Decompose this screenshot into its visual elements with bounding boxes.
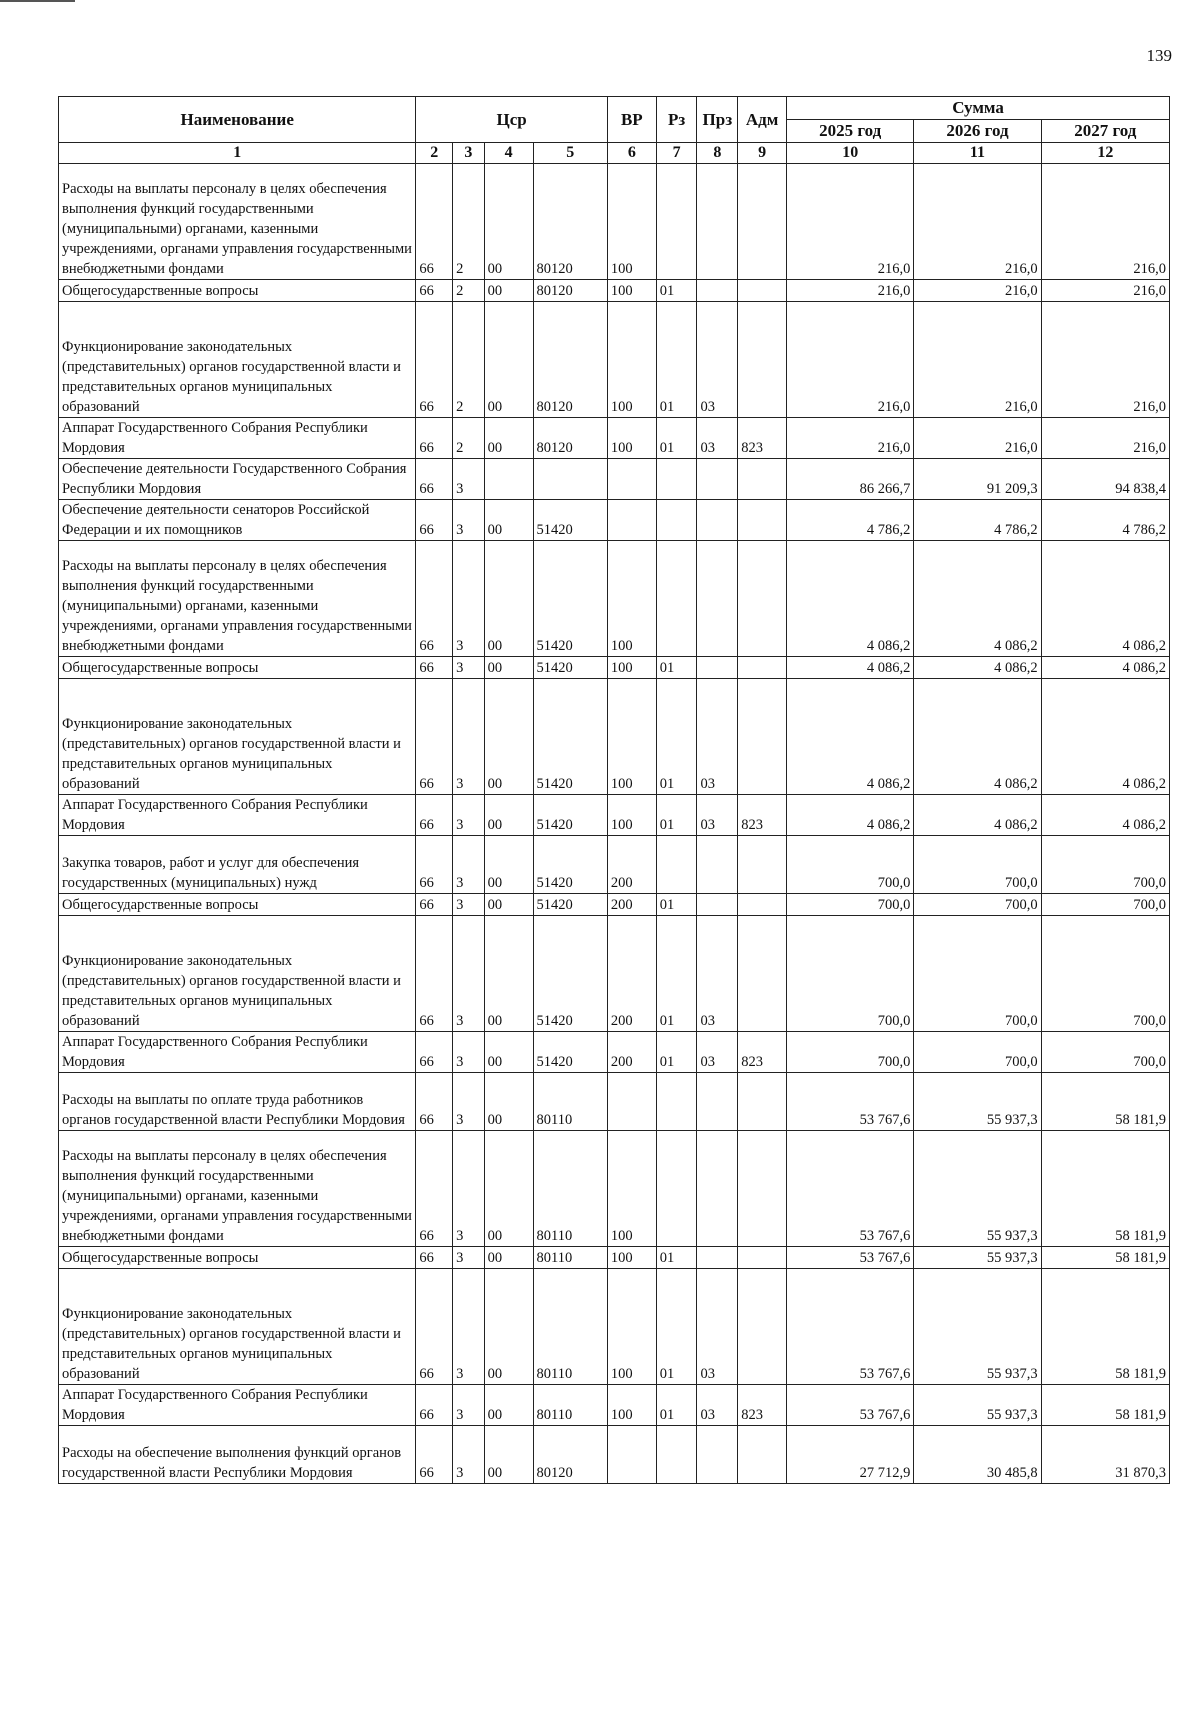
- tsr-part-2: 2: [453, 164, 485, 280]
- vr-code: 100: [607, 541, 656, 657]
- amount-2027: 58 181,9: [1041, 1131, 1169, 1247]
- tsr-part-2: 3: [453, 836, 485, 894]
- tsr-part-3: 00: [484, 418, 533, 459]
- column-number: 8: [697, 143, 738, 164]
- adm-code: [738, 164, 787, 280]
- tsr-part-3: 00: [484, 1385, 533, 1426]
- tsr-part-1: 66: [416, 1247, 453, 1269]
- table-body: [59, 164, 1170, 1484]
- tsr-part-1: 66: [416, 795, 453, 836]
- rz-code: [656, 500, 697, 541]
- table-row: [59, 418, 1170, 459]
- tsr-part-1: 66: [416, 541, 453, 657]
- amount-2026: 700,0: [914, 916, 1041, 1032]
- amount-2027: 4 086,2: [1041, 541, 1169, 657]
- amount-2025: 53 767,6: [787, 1131, 914, 1247]
- rz-code: 01: [656, 1269, 697, 1385]
- tsr-part-3: 00: [484, 541, 533, 657]
- prz-code: 03: [697, 1385, 738, 1426]
- header-vr: ВР: [607, 97, 656, 143]
- row-name: Общегосударственные вопросы: [59, 280, 416, 302]
- row-name: Функционирование законодательных (представительных) органов государственной власти и представительных органов муниципальных образований: [59, 916, 416, 1032]
- adm-code: [738, 302, 787, 418]
- tsr-part-4: 80120: [533, 1426, 607, 1484]
- column-number: 6: [607, 143, 656, 164]
- amount-2027: 700,0: [1041, 1032, 1169, 1073]
- prz-code: 03: [697, 1032, 738, 1073]
- column-number: 11: [914, 143, 1041, 164]
- vr-code: 100: [607, 1385, 656, 1426]
- tsr-part-4: 80120: [533, 164, 607, 280]
- vr-code: 100: [607, 1247, 656, 1269]
- amount-2025: 4 086,2: [787, 657, 914, 679]
- budget-table: [58, 96, 1170, 1484]
- prz-code: 03: [697, 795, 738, 836]
- prz-code: 03: [697, 418, 738, 459]
- tsr-part-1: 66: [416, 302, 453, 418]
- row-name: Обеспечение деятельности сенаторов Российской Федерации и их помощников: [59, 500, 416, 541]
- amount-2026: 4 086,2: [914, 795, 1041, 836]
- tsr-part-4: 51420: [533, 679, 607, 795]
- adm-code: [738, 916, 787, 1032]
- column-number: 1: [59, 143, 416, 164]
- tsr-part-3: 00: [484, 164, 533, 280]
- amount-2026: 700,0: [914, 836, 1041, 894]
- amount-2027: 4 786,2: [1041, 500, 1169, 541]
- adm-code: [738, 679, 787, 795]
- tsr-part-1: 66: [416, 1032, 453, 1073]
- rz-code: 01: [656, 795, 697, 836]
- amount-2025: 216,0: [787, 302, 914, 418]
- adm-code: [738, 657, 787, 679]
- amount-2027: 58 181,9: [1041, 1385, 1169, 1426]
- adm-code: [738, 1073, 787, 1131]
- tsr-part-1: 66: [416, 1426, 453, 1484]
- tsr-part-1: 66: [416, 894, 453, 916]
- adm-code: [738, 1131, 787, 1247]
- row-name: Функционирование законодательных (представительных) органов государственной власти и представительных органов муниципальных образований: [59, 1269, 416, 1385]
- row-name: Аппарат Государственного Собрания Республики Мордовия: [59, 418, 416, 459]
- adm-code: [738, 836, 787, 894]
- tsr-part-3: 00: [484, 1131, 533, 1247]
- table-row: [59, 916, 1170, 1032]
- amount-2027: 58 181,9: [1041, 1269, 1169, 1385]
- tsr-part-2: 2: [453, 418, 485, 459]
- table-row: [59, 1247, 1170, 1269]
- tsr-part-3: [484, 459, 533, 500]
- vr-code: 100: [607, 302, 656, 418]
- rz-code: [656, 459, 697, 500]
- row-name: Общегосударственные вопросы: [59, 657, 416, 679]
- prz-code: 03: [697, 302, 738, 418]
- tsr-part-1: 66: [416, 418, 453, 459]
- tsr-part-4: 51420: [533, 795, 607, 836]
- tsr-part-3: 00: [484, 1426, 533, 1484]
- adm-code: [738, 500, 787, 541]
- row-name: Расходы на выплаты персоналу в целях обеспечения выполнения функций государственными (муниципальными) органами, казенными учреждениями, органами управления государственными внебюджетными фондами: [59, 164, 416, 280]
- tsr-part-3: 00: [484, 679, 533, 795]
- amount-2025: 700,0: [787, 894, 914, 916]
- tsr-part-1: 66: [416, 1269, 453, 1385]
- vr-code: 200: [607, 836, 656, 894]
- row-name: Общегосударственные вопросы: [59, 1247, 416, 1269]
- header-year-2027: 2027 год: [1041, 120, 1169, 143]
- adm-code: [738, 894, 787, 916]
- amount-2026: 4 786,2: [914, 500, 1041, 541]
- vr-code: 100: [607, 418, 656, 459]
- rz-code: 01: [656, 302, 697, 418]
- tsr-part-4: 80110: [533, 1073, 607, 1131]
- amount-2025: 4 086,2: [787, 541, 914, 657]
- tsr-part-4: 51420: [533, 1032, 607, 1073]
- column-number: 3: [453, 143, 485, 164]
- rz-code: 01: [656, 657, 697, 679]
- tsr-part-2: 3: [453, 1426, 485, 1484]
- tsr-part-3: 00: [484, 500, 533, 541]
- header-name: Наименование: [59, 97, 416, 143]
- prz-code: [697, 1426, 738, 1484]
- column-number: 9: [738, 143, 787, 164]
- tsr-part-4: 51420: [533, 894, 607, 916]
- tsr-part-3: 00: [484, 302, 533, 418]
- vr-code: 200: [607, 916, 656, 1032]
- row-name: Аппарат Государственного Собрания Республики Мордовия: [59, 795, 416, 836]
- rz-code: 01: [656, 1385, 697, 1426]
- table-row: [59, 302, 1170, 418]
- tsr-part-3: 00: [484, 795, 533, 836]
- table-row: [59, 164, 1170, 280]
- row-name: Общегосударственные вопросы: [59, 894, 416, 916]
- adm-code: [738, 280, 787, 302]
- amount-2026: 216,0: [914, 280, 1041, 302]
- rz-code: 01: [656, 916, 697, 1032]
- tsr-part-1: 66: [416, 836, 453, 894]
- amount-2025: 86 266,7: [787, 459, 914, 500]
- adm-code: 823: [738, 1385, 787, 1426]
- amount-2025: 700,0: [787, 1032, 914, 1073]
- table-row: [59, 795, 1170, 836]
- tsr-part-3: 00: [484, 916, 533, 1032]
- adm-code: 823: [738, 795, 787, 836]
- rz-code: [656, 541, 697, 657]
- adm-code: [738, 459, 787, 500]
- table-row: [59, 657, 1170, 679]
- tsr-part-4: 51420: [533, 541, 607, 657]
- tsr-part-2: 3: [453, 500, 485, 541]
- row-name: Аппарат Государственного Собрания Республики Мордовия: [59, 1032, 416, 1073]
- tsr-part-4: 51420: [533, 836, 607, 894]
- header-rz: Рз: [656, 97, 697, 143]
- tsr-part-4: 80120: [533, 302, 607, 418]
- amount-2026: 216,0: [914, 164, 1041, 280]
- tsr-part-4: 51420: [533, 916, 607, 1032]
- row-name: Расходы на выплаты по оплате труда работников органов государственной власти Республики Мордовия: [59, 1073, 416, 1131]
- vr-code: 100: [607, 657, 656, 679]
- table-row: [59, 280, 1170, 302]
- tsr-part-3: 00: [484, 657, 533, 679]
- amount-2025: 700,0: [787, 916, 914, 1032]
- prz-code: [697, 459, 738, 500]
- tsr-part-2: 3: [453, 657, 485, 679]
- table-row: [59, 894, 1170, 916]
- prz-code: [697, 657, 738, 679]
- vr-code: [607, 459, 656, 500]
- table-row: [59, 541, 1170, 657]
- column-number: 10: [787, 143, 914, 164]
- vr-code: 100: [607, 1131, 656, 1247]
- amount-2026: 55 937,3: [914, 1247, 1041, 1269]
- column-numbers-row: [59, 143, 1170, 164]
- amount-2027: 4 086,2: [1041, 679, 1169, 795]
- amount-2025: 53 767,6: [787, 1247, 914, 1269]
- adm-code: [738, 1247, 787, 1269]
- tsr-part-1: 66: [416, 500, 453, 541]
- rz-code: 01: [656, 418, 697, 459]
- header-adm: Адм: [738, 97, 787, 143]
- row-name: Функционирование законодательных (представительных) органов государственной власти и представительных органов муниципальных образований: [59, 679, 416, 795]
- tsr-part-2: 3: [453, 795, 485, 836]
- amount-2026: 4 086,2: [914, 541, 1041, 657]
- rz-code: 01: [656, 894, 697, 916]
- rz-code: 01: [656, 1247, 697, 1269]
- table-row: [59, 1269, 1170, 1385]
- header-year-2025: 2025 год: [787, 120, 914, 143]
- tsr-part-2: 3: [453, 894, 485, 916]
- vr-code: 200: [607, 1032, 656, 1073]
- prz-code: [697, 500, 738, 541]
- table-row: [59, 459, 1170, 500]
- tsr-part-4: 51420: [533, 500, 607, 541]
- tsr-part-4: 80110: [533, 1131, 607, 1247]
- rz-code: 01: [656, 1032, 697, 1073]
- prz-code: 03: [697, 916, 738, 1032]
- tsr-part-2: 3: [453, 1131, 485, 1247]
- column-number: 4: [484, 143, 533, 164]
- tsr-part-1: 66: [416, 657, 453, 679]
- page-number: 139: [1146, 46, 1172, 65]
- amount-2026: 4 086,2: [914, 657, 1041, 679]
- tsr-part-2: 3: [453, 541, 485, 657]
- header-sum: Сумма: [787, 97, 1170, 120]
- rz-code: 01: [656, 679, 697, 795]
- tsr-part-3: 00: [484, 836, 533, 894]
- table-row: [59, 836, 1170, 894]
- tsr-part-4: 80120: [533, 280, 607, 302]
- tsr-part-2: 2: [453, 280, 485, 302]
- tsr-part-3: 00: [484, 1032, 533, 1073]
- table-row: [59, 679, 1170, 795]
- amount-2026: 91 209,3: [914, 459, 1041, 500]
- tsr-part-2: 3: [453, 1385, 485, 1426]
- row-name: Расходы на выплаты персоналу в целях обеспечения выполнения функций государственными (муниципальными) органами, казенными учреждениями, органами управления государственными внебюджетными фондами: [59, 1131, 416, 1247]
- row-name: Расходы на обеспечение выполнения функций органов государственной власти Республики Мордовия: [59, 1426, 416, 1484]
- prz-code: [697, 280, 738, 302]
- scan-edge-mark: [0, 0, 75, 2]
- row-name: Закупка товаров, работ и услуг для обеспечения государственных (муниципальных) нужд: [59, 836, 416, 894]
- amount-2027: 700,0: [1041, 916, 1169, 1032]
- tsr-part-1: 66: [416, 1073, 453, 1131]
- tsr-part-4: 80110: [533, 1269, 607, 1385]
- row-name: Функционирование законодательных (представительных) органов государственной власти и представительных органов муниципальных образований: [59, 302, 416, 418]
- tsr-part-1: 66: [416, 679, 453, 795]
- table-row: [59, 1073, 1170, 1131]
- prz-code: [697, 1131, 738, 1247]
- amount-2025: 700,0: [787, 836, 914, 894]
- table-row: [59, 1032, 1170, 1073]
- tsr-part-2: 3: [453, 1073, 485, 1131]
- vr-code: [607, 1426, 656, 1484]
- row-name: Аппарат Государственного Собрания Республики Мордовия: [59, 1385, 416, 1426]
- vr-code: 100: [607, 1269, 656, 1385]
- amount-2027: 700,0: [1041, 836, 1169, 894]
- prz-code: [697, 1247, 738, 1269]
- tsr-part-4: 80120: [533, 418, 607, 459]
- amount-2025: 216,0: [787, 280, 914, 302]
- tsr-part-1: 66: [416, 1131, 453, 1247]
- amount-2026: 700,0: [914, 894, 1041, 916]
- tsr-part-4: [533, 459, 607, 500]
- amount-2026: 216,0: [914, 418, 1041, 459]
- tsr-part-2: 3: [453, 1032, 485, 1073]
- amount-2026: 55 937,3: [914, 1269, 1041, 1385]
- amount-2025: 4 086,2: [787, 795, 914, 836]
- prz-code: [697, 541, 738, 657]
- header-year-2026: 2026 год: [914, 120, 1041, 143]
- header-prz: Прз: [697, 97, 738, 143]
- amount-2027: 216,0: [1041, 280, 1169, 302]
- rz-code: [656, 836, 697, 894]
- prz-code: [697, 836, 738, 894]
- tsr-part-3: 00: [484, 280, 533, 302]
- adm-code: 823: [738, 418, 787, 459]
- tsr-part-2: 3: [453, 679, 485, 795]
- vr-code: 100: [607, 679, 656, 795]
- tsr-part-4: 51420: [533, 657, 607, 679]
- table-row: [59, 500, 1170, 541]
- row-name: Обеспечение деятельности Государственного Собрания Республики Мордовия: [59, 459, 416, 500]
- rz-code: [656, 164, 697, 280]
- prz-code: 03: [697, 1269, 738, 1385]
- amount-2025: 216,0: [787, 418, 914, 459]
- amount-2027: 58 181,9: [1041, 1247, 1169, 1269]
- vr-code: 200: [607, 894, 656, 916]
- vr-code: 100: [607, 280, 656, 302]
- amount-2027: 58 181,9: [1041, 1073, 1169, 1131]
- vr-code: 100: [607, 164, 656, 280]
- amount-2027: 216,0: [1041, 418, 1169, 459]
- vr-code: [607, 500, 656, 541]
- column-number: 2: [416, 143, 453, 164]
- amount-2027: 700,0: [1041, 894, 1169, 916]
- prz-code: [697, 164, 738, 280]
- tsr-part-2: 3: [453, 1269, 485, 1385]
- amount-2027: 4 086,2: [1041, 795, 1169, 836]
- tsr-part-1: 66: [416, 280, 453, 302]
- column-number: 5: [533, 143, 607, 164]
- amount-2027: 216,0: [1041, 302, 1169, 418]
- adm-code: [738, 541, 787, 657]
- amount-2026: 55 937,3: [914, 1385, 1041, 1426]
- amount-2026: 55 937,3: [914, 1073, 1041, 1131]
- amount-2025: 4 086,2: [787, 679, 914, 795]
- rz-code: 01: [656, 280, 697, 302]
- amount-2026: 4 086,2: [914, 679, 1041, 795]
- header-tsr: Цср: [416, 97, 607, 143]
- amount-2025: 53 767,6: [787, 1269, 914, 1385]
- tsr-part-1: 66: [416, 1385, 453, 1426]
- rz-code: [656, 1131, 697, 1247]
- tsr-part-1: 66: [416, 916, 453, 1032]
- table-row: [59, 1426, 1170, 1484]
- amount-2026: 30 485,8: [914, 1426, 1041, 1484]
- vr-code: 100: [607, 795, 656, 836]
- prz-code: [697, 894, 738, 916]
- tsr-part-4: 80110: [533, 1247, 607, 1269]
- amount-2025: 4 786,2: [787, 500, 914, 541]
- tsr-part-3: 00: [484, 1073, 533, 1131]
- tsr-part-2: 2: [453, 302, 485, 418]
- row-name: Расходы на выплаты персоналу в целях обеспечения выполнения функций государственными (муниципальными) органами, казенными учреждениями, органами управления государственными внебюджетными фондами: [59, 541, 416, 657]
- column-number: 12: [1041, 143, 1169, 164]
- amount-2025: 27 712,9: [787, 1426, 914, 1484]
- rz-code: [656, 1426, 697, 1484]
- amount-2027: 94 838,4: [1041, 459, 1169, 500]
- adm-code: [738, 1426, 787, 1484]
- amount-2027: 216,0: [1041, 164, 1169, 280]
- vr-code: [607, 1073, 656, 1131]
- prz-code: [697, 1073, 738, 1131]
- tsr-part-3: 00: [484, 1269, 533, 1385]
- adm-code: [738, 1269, 787, 1385]
- amount-2025: 53 767,6: [787, 1385, 914, 1426]
- amount-2026: 700,0: [914, 1032, 1041, 1073]
- table-row: [59, 1131, 1170, 1247]
- column-number: 7: [656, 143, 697, 164]
- amount-2027: 4 086,2: [1041, 657, 1169, 679]
- prz-code: 03: [697, 679, 738, 795]
- tsr-part-2: 3: [453, 1247, 485, 1269]
- tsr-part-1: 66: [416, 164, 453, 280]
- tsr-part-3: 00: [484, 894, 533, 916]
- amount-2025: 216,0: [787, 164, 914, 280]
- amount-2026: 55 937,3: [914, 1131, 1041, 1247]
- tsr-part-1: 66: [416, 459, 453, 500]
- amount-2026: 216,0: [914, 302, 1041, 418]
- rz-code: [656, 1073, 697, 1131]
- adm-code: 823: [738, 1032, 787, 1073]
- table-row: [59, 1385, 1170, 1426]
- amount-2025: 53 767,6: [787, 1073, 914, 1131]
- amount-2027: 31 870,3: [1041, 1426, 1169, 1484]
- tsr-part-3: 00: [484, 1247, 533, 1269]
- tsr-part-2: 3: [453, 459, 485, 500]
- tsr-part-2: 3: [453, 916, 485, 1032]
- tsr-part-4: 80110: [533, 1385, 607, 1426]
